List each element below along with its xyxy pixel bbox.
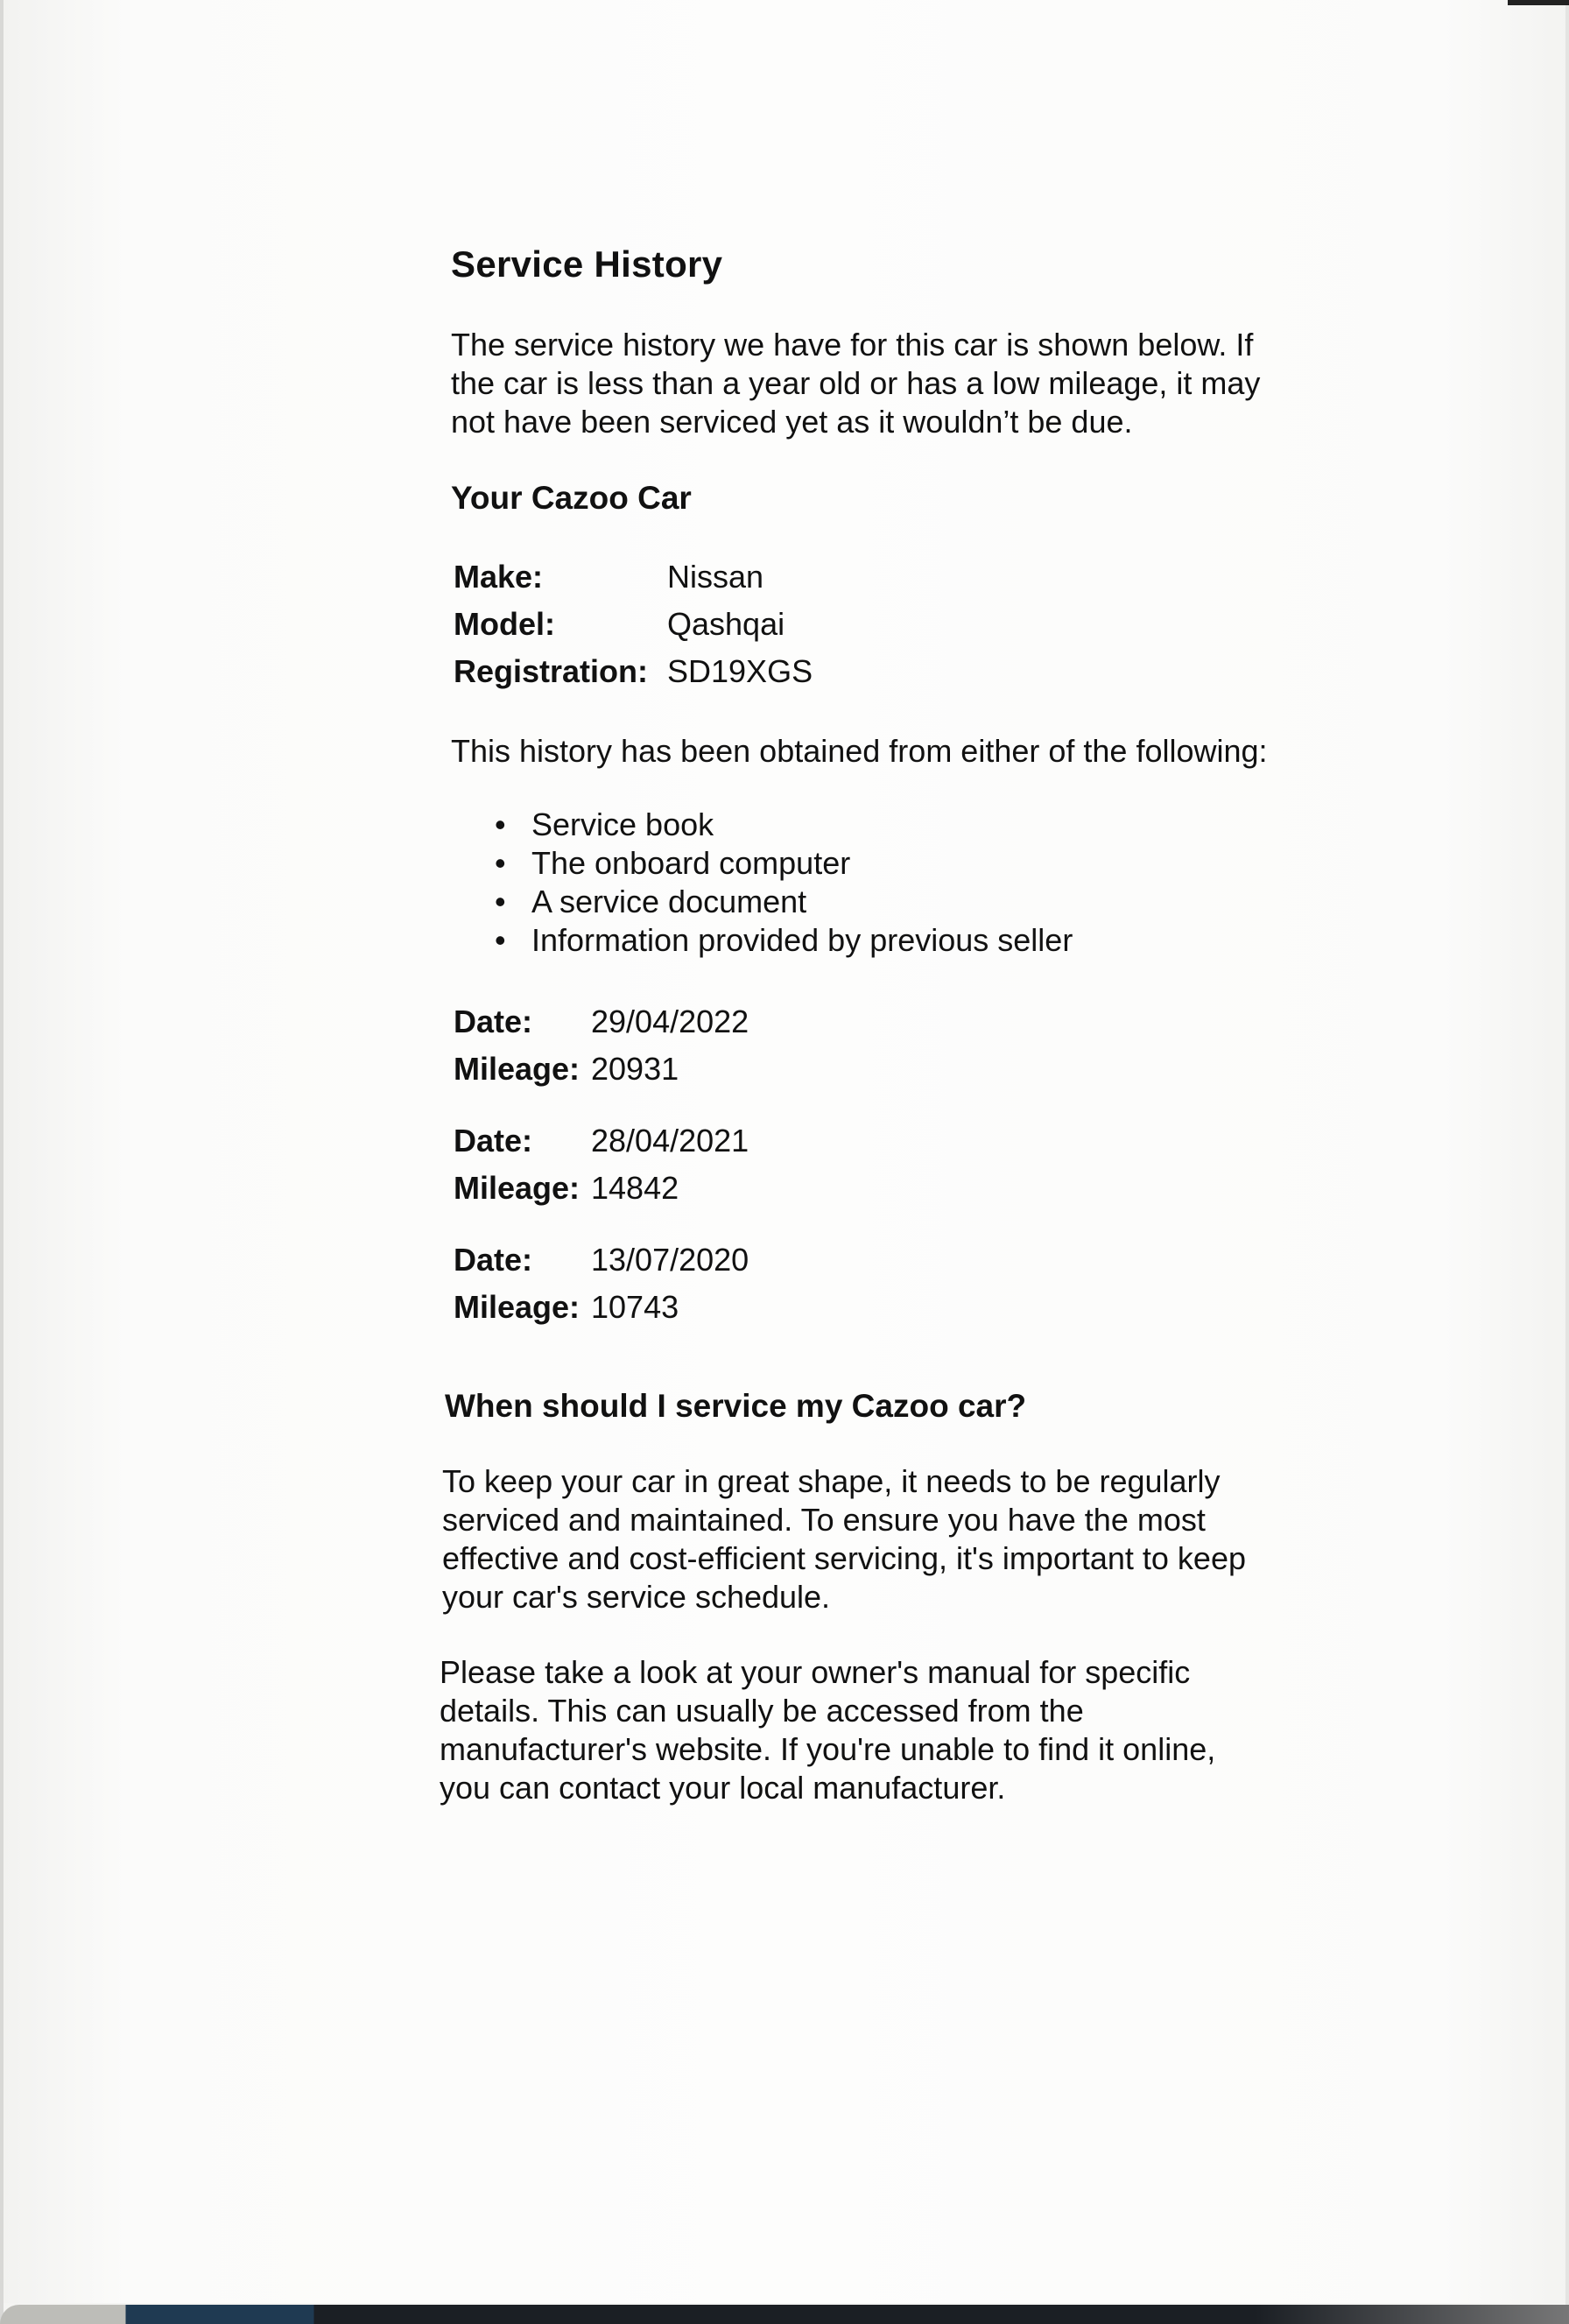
source-item: • The onboard computer — [495, 844, 1073, 883]
page-title: Service History — [451, 243, 723, 285]
background-strip-bottom — [0, 2305, 1569, 2324]
registration-value: SD19XGS — [667, 653, 813, 689]
service-mileage: 14842 — [591, 1170, 679, 1206]
service-mileage: 10743 — [591, 1289, 679, 1325]
paper-edge-right — [1565, 0, 1569, 2324]
service-mileage: 20931 — [591, 1051, 679, 1087]
sources-list — [495, 806, 1073, 960]
service-record — [454, 1236, 749, 1331]
source-item: • Service book — [495, 806, 1073, 844]
service-date: 13/07/2020 — [591, 1242, 749, 1278]
car-detail-make — [454, 553, 813, 601]
paper-edge-left — [0, 0, 4, 2324]
car-section-heading: Your Cazoo Car — [451, 480, 692, 516]
advice-paragraph-1: To keep your car in great shape, it needs to be regularly serviced and maintained. To ensure you have the most effective and cost-efficient servicing, it's important to keep your car's service schedule. — [442, 1463, 1246, 1615]
date-label: Date: — [454, 1123, 533, 1158]
date-label: Date: — [454, 1242, 533, 1278]
make-label: Make: — [454, 559, 544, 595]
source-item: • A service document — [495, 883, 1073, 921]
car-detail-registration — [454, 648, 813, 695]
service-date: 29/04/2022 — [591, 1004, 749, 1039]
advice-heading: When should I service my Cazoo car? — [445, 1388, 1027, 1424]
service-record — [454, 998, 749, 1093]
make-value: Nissan — [667, 559, 764, 595]
intro-paragraph: The service history we have for this car is shown below. If the car is less than a year old or has a low mileage, it may not have been serviced yet as it wouldn’t be due. — [451, 327, 1261, 440]
service-date: 28/04/2021 — [591, 1123, 749, 1158]
model-label: Model: — [454, 606, 555, 642]
background-strip-top — [1508, 0, 1569, 5]
registration-label: Registration: — [454, 653, 649, 689]
date-label: Date: — [454, 1004, 533, 1039]
advice-paragraph-2: Please take a look at your owner's manual for specific details. This can usually be accessed from the manufacturer's website. If you're unable to find it online, you can contact your local manufacturer. — [440, 1654, 1216, 1806]
model-value: Qashqai — [667, 606, 785, 642]
mileage-label: Mileage: — [454, 1170, 580, 1206]
car-detail-model — [454, 601, 813, 648]
mileage-label: Mileage: — [454, 1289, 580, 1325]
source-item: • Information provided by previous seller — [495, 921, 1073, 960]
service-record — [454, 1117, 749, 1212]
sources-intro: This history has been obtained from either of the following: — [451, 733, 1268, 769]
mileage-label: Mileage: — [454, 1051, 580, 1087]
car-details — [454, 553, 813, 695]
